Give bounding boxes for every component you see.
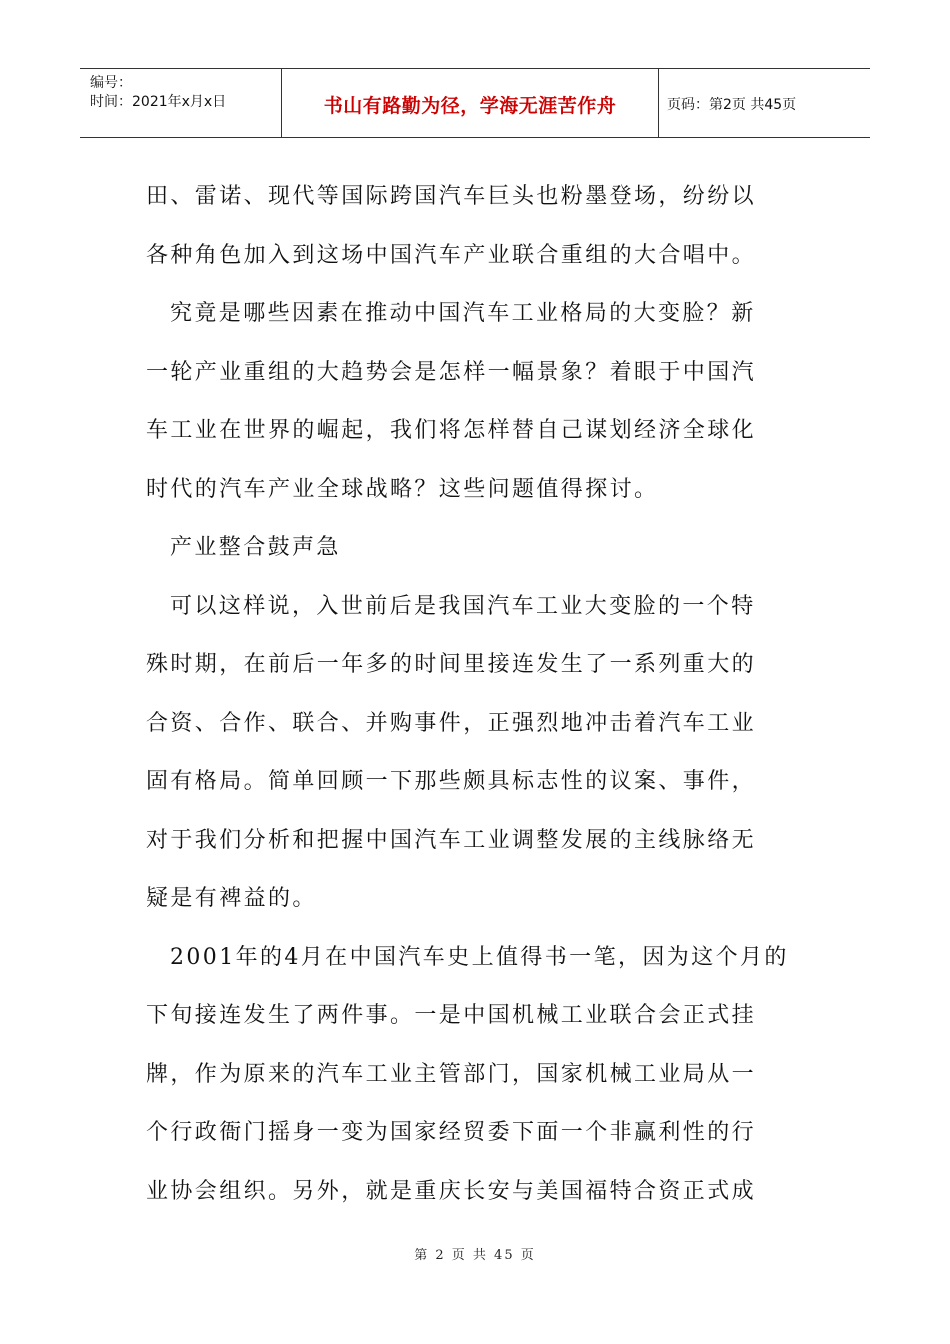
page-header xyxy=(80,68,870,138)
body-line: 一轮产业重组的大趋势会是怎样一幅景象？着眼于中国汽 xyxy=(146,359,757,385)
body-line: 牌，作为原来的汽车工业主管部门，国家机械工业局从一 xyxy=(146,1061,757,1087)
body-line: 究竟是哪些因素在推动中国汽车工业格局的大变脸？新 xyxy=(170,301,756,326)
header-page-info: 页码：第2页 共45页 xyxy=(667,97,797,113)
page-footer: 第 2 页 共 45 页 xyxy=(414,1248,536,1263)
body-line: 2001年的4月在中国汽车史上值得书一笔，因为这个月的 xyxy=(170,944,789,970)
body-line: 田、雷诺、现代等国际跨国汽车巨头也粉墨登场，纷纷以 xyxy=(146,184,757,209)
body-line: 固有格局。简单回顾一下那些颇具标志性的议案、事件， xyxy=(146,769,757,794)
serial-number-label: 编号： xyxy=(90,75,132,91)
header-motto-cell xyxy=(281,69,659,137)
section-heading: 产业整合鼓声急 xyxy=(170,535,341,560)
header-page-cell xyxy=(658,69,870,137)
header-motto: 书山有路勤为径，学海无涯苦作舟 xyxy=(323,95,617,117)
body-line: 车工业在世界的崛起，我们将怎样替自己谋划经济全球化 xyxy=(146,418,757,443)
body-line: 对于我们分析和把握中国汽车工业调整发展的主线脉络无 xyxy=(146,827,757,853)
body-line: 合资、合作、联合、并购事件，正强烈地冲击着汽车工业 xyxy=(146,710,757,736)
header-meta-cell xyxy=(80,69,280,137)
body-line: 疑是有裨益的。 xyxy=(146,886,317,911)
date-label: 时间：2021年x月x日 xyxy=(90,94,227,110)
body-line: 业协会组织。另外，就是重庆长安与美国福特合资正式成 xyxy=(146,1178,757,1204)
body-line: 下旬接连发生了两件事。一是中国机械工业联合会正式挂 xyxy=(146,1003,757,1028)
body-line: 时代的汽车产业全球战略？这些问题值得探讨。 xyxy=(146,476,659,502)
document-body xyxy=(146,168,806,1221)
body-line: 个行政衙门摇身一变为国家经贸委下面一个非赢利性的行 xyxy=(146,1120,757,1145)
body-line: 殊时期，在前后一年多的时间里接连发生了一系列重大的 xyxy=(146,652,757,677)
body-line: 可以这样说，入世前后是我国汽车工业大变脸的一个特 xyxy=(170,593,756,619)
body-line: 各种角色加入到这场中国汽车产业联合重组的大合唱中。 xyxy=(146,242,757,268)
